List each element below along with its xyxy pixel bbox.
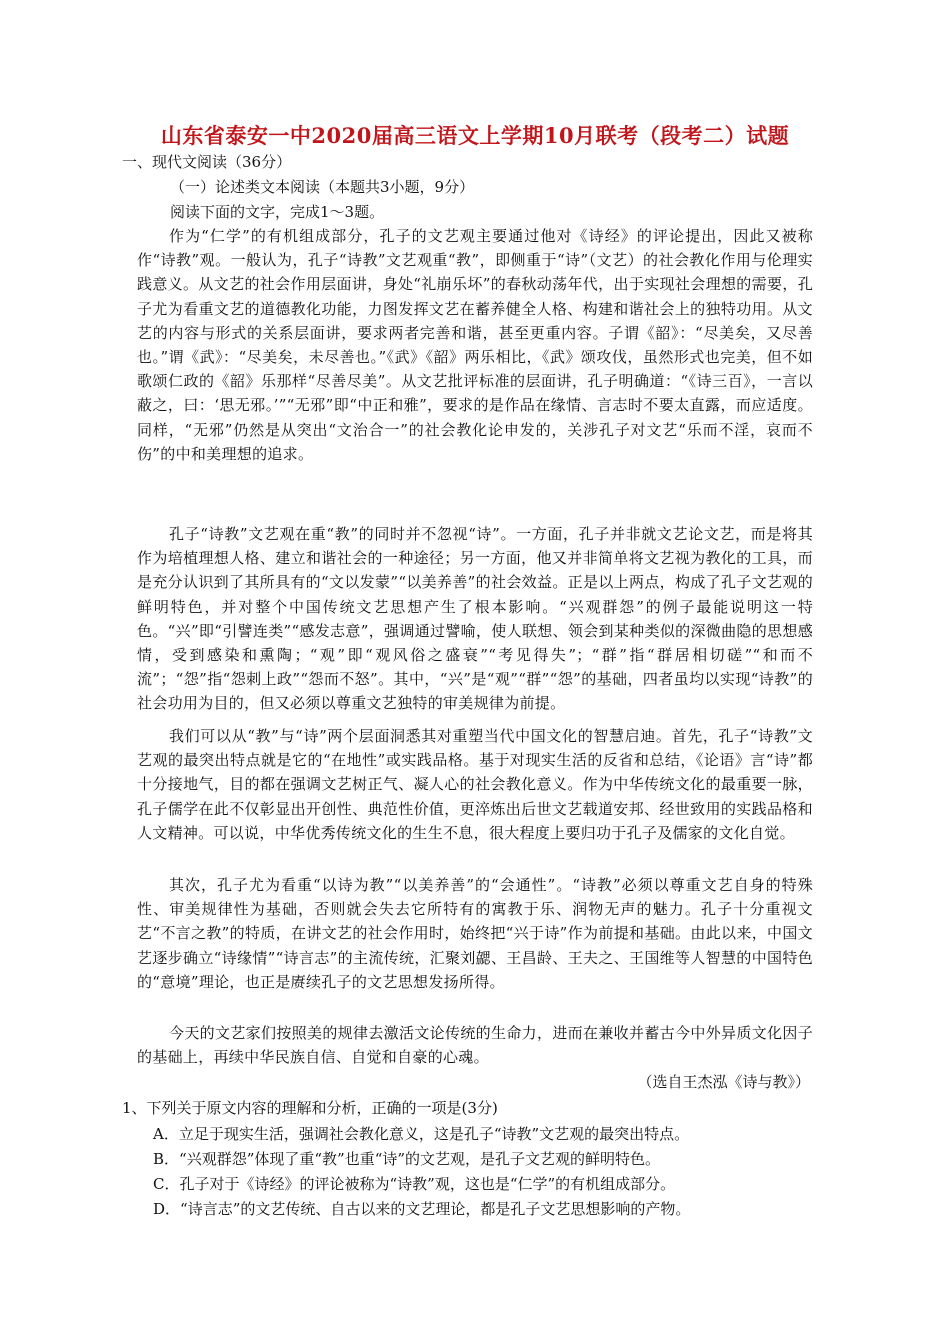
option-letter: A	[153, 1125, 164, 1143]
option-text: ．“兴观群怨”体现了重“教”也重“诗”的文艺观，是孔子文艺观的鲜明特色。	[164, 1150, 661, 1168]
paragraph-5: 今天的文艺家们按照美的规律去激活文论传统的生命力，进而在兼收并蓄古今中外异质文化因子的基础上，再续中华民族自信、自觉和自豪的心魂。	[137, 1024, 813, 1067]
option-d	[153, 1197, 690, 1221]
paragraph-1: 作为“仁学”的有机组成部分，孔子的文艺观主要通过他对《诗经》的评论提出，因此又被称作“诗教”观。一般认为，孔子“诗教”文艺观重“教”，即侧重于“诗”（文艺）的社会教化作用与伦理实践意义。从文艺的社会作用层面讲，身处“礼崩乐坏”的春秋动荡年代，出于实现社会理想的需要，孔子尤为看重文艺的道德教化功能，力图发挥文艺在蓄养健全人格、构建和谐社会上的独特功用。从文艺的内容与形式的关系层面讲，要求两者完善和谐，甚至更重内容。子谓《韶》：“尽美矣，又尽善也。”谓《武》：“尽美矣，未尽善也。”《武》《韶》两乐相比，《武》颂攻伐，虽然形式也完美，但不如歌颂仁政的《韶》乐那样“尽善尽美”。从文艺批评标准的层面讲，孔子明确道：“《诗三百》，一言以蔽之，曰：‘思无邪。’”“无邪”即“中正和雅”，要求的是作品在缘情、言志时不要太直露，而应适度。同样，“无邪”仍然是从突出“文治合一”的社会教化论申发的，关涉孔子对文艺“乐而不淫，哀而不伤”的中和美理想的追求。	[137, 227, 813, 463]
question-1-stem: 1、下列关于原文内容的理解和分析，正确的一项是(3分)	[122, 1099, 498, 1117]
option-text: ．“诗言志”的文艺传统、自古以来的文艺理论，都是孔子文艺思想影响的产物。	[165, 1200, 691, 1218]
page-title: 山东省泰安一中2020届高三语文上学期10月联考（段考二）试题	[160, 123, 790, 148]
subsection-heading: （一）论述类文本阅读（本题共3小题，9分）	[170, 178, 475, 196]
option-a	[153, 1122, 689, 1146]
paragraph-3: 我们可以从“教”与“诗”两个层面洞悉其对重塑当代中国文化的智慧启迪。首先，孔子“诗教”文艺观的最突出特点就是它的“在地性”或实践品格。基于对现实生活的反省和总结，《论语》言“诗”都十分接地气，目的都在强调文艺树正气、凝人心的社会教化意义。作为中华传统文化的最重要一脉，孔子儒学在此不仅彰显出开创性、典范性价值，更淬炼出后世文艺载道安邦、经世致用的实践品格和人文精神。可以说，中华优秀传统文化的生生不息，很大程度上要归功于孔子及儒家的文化自觉。	[137, 727, 813, 842]
option-letter: C	[153, 1175, 165, 1193]
source-citation: （选自王杰泓《诗与教》）	[637, 1073, 810, 1091]
paragraph-4: 其次，孔子尤为看重“以诗为教”“以美养善”的“会通性”。“诗教”必须以尊重文艺自身的特殊性、审美规律性为基础，否则就会失去它所特有的寓教于乐、润物无声的魅力。孔子十分重视文艺“不言之教”的特质，在讲文艺的社会作用时，始终把“兴于诗”作为前提和基础。由此以来，中国文艺逐步确立“诗缘情”“诗言志”的主流传统，汇聚刘勰、王昌龄、王夫之、王国维等人智慧的中国特色的“意境”理论，也正是赓续孔子的文艺思想发扬所得。	[137, 876, 813, 991]
instruction-text: 阅读下面的文字，完成1～3题。	[170, 203, 385, 221]
option-c	[153, 1172, 675, 1196]
option-text: ．立足于现实生活，强调社会教化意义，这是孔子“诗教”文艺观的最突出特点。	[163, 1125, 690, 1143]
option-text: ．孔子对于《诗经》的评论被称为“诗教”观，这也是“仁学”的有机组成部分。	[164, 1175, 676, 1193]
option-b	[153, 1147, 660, 1171]
option-letter: B	[153, 1150, 165, 1168]
section-heading: 一、现代文阅读（36分）	[122, 153, 292, 171]
paragraph-2: 孔子“诗教”文艺观在重“教”的同时并不忽视“诗”。一方面，孔子并非就文艺论文艺，而是将其作为培植理想人格、建立和谐社会的一种途径；另一方面，他又并非简单将文艺视为教化的工具，而是充分认识到了其所具有的“文以发蒙”“以美养善”的社会效益。正是以上两点，构成了孔子文艺观的鲜明特色，并对整个中国传统文艺思想产生了根本影响。“兴观群怨”的例子最能说明这一特色。“兴”即“引譬连类”“感发志意”，强调通过譬喻，使人联想、领会到某种类似的深微曲隐的思想感情，受到感染和熏陶；“观”即“观风俗之盛衰”“考见得失”；“群”指“群居相切磋”“和而不流”；“怨”指“怨刺上政”“怨而不怒”。其中，“兴”是“观”“群”“怨”的基础，四者虽均以实现“诗教”的社会功用为目的，但又必须以尊重文艺独特的审美规律为前提。	[137, 525, 813, 713]
option-letter: D	[153, 1200, 166, 1218]
